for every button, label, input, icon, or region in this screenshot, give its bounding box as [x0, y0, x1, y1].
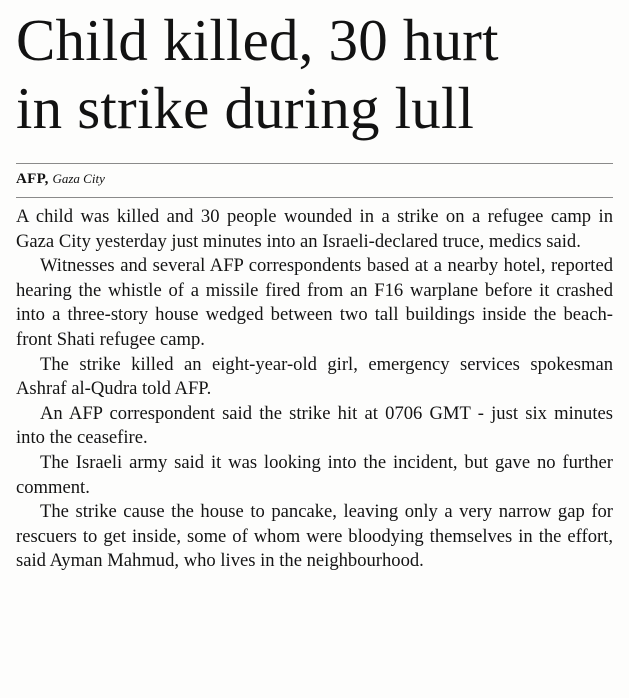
- byline-place: Gaza City: [52, 171, 105, 186]
- article-body: [16, 205, 613, 574]
- byline: [16, 169, 105, 189]
- paragraph: A child was killed and 30 people wounded in a strike on a refugee camp in Gaza City yesterday just minutes into an Israeli-declared truce, medics said.: [16, 206, 613, 252]
- headline-line-2: in strike during lull: [16, 75, 475, 141]
- paragraph: The strike killed an eight-year-old girl, emergency services spokesman Ashraf al-Qudra told AFP.: [16, 353, 613, 400]
- headline-line-1: Child killed, 30 hurt: [16, 7, 499, 73]
- paragraph: The strike cause the house to pancake, leaving only a very narrow gap for rescuers to get inside, some of whom were bloodying themselves in the effort, said Ayman Mahmud, who lives in the neighbourhood.: [16, 501, 613, 572]
- byline-agency: AFP,: [16, 171, 49, 187]
- divider-top: [16, 163, 613, 164]
- headline: [16, 6, 616, 142]
- paragraph: The Israeli army said it was looking into the incident, but gave no further comment.: [16, 451, 613, 498]
- divider-bottom: [16, 197, 613, 198]
- paragraph: Witnesses and several AFP correspondents based at a nearby hotel, reported hearing the whistle of a missile fired from an F16 warplane before it crashed into a three-story house wedged between two tall buildings inside the beach-front Shati refugee camp.: [16, 255, 613, 350]
- paragraph: An AFP correspondent said the strike hit at 0706 GMT - just six minutes into the ceasefire.: [16, 402, 613, 449]
